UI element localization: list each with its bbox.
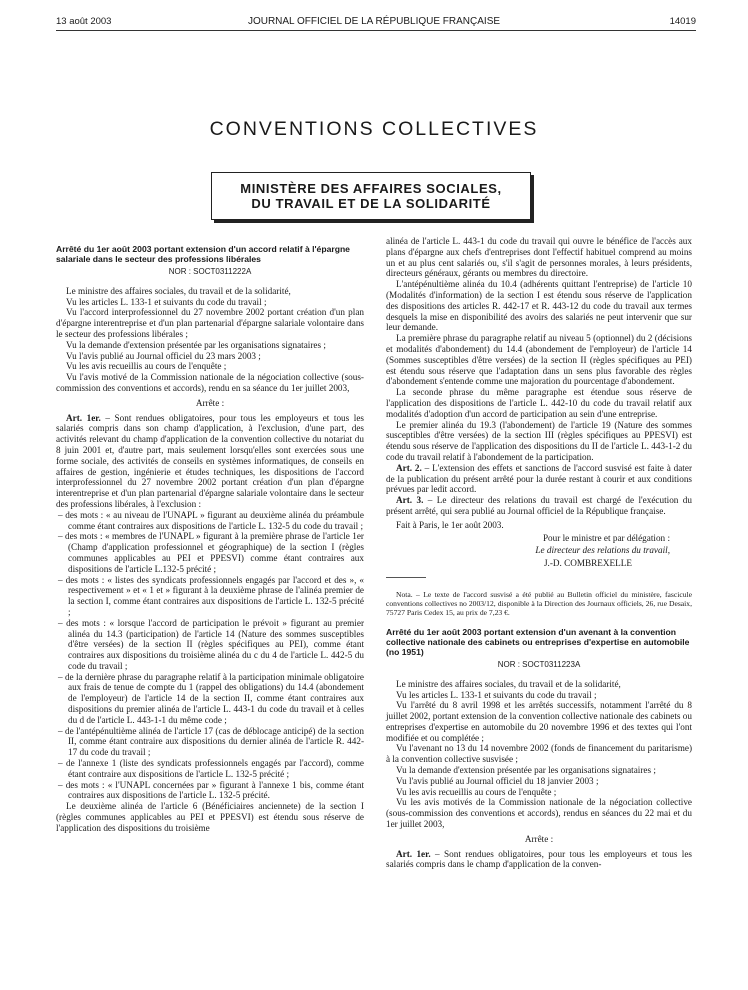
right-column xyxy=(386,236,692,870)
decree1-exclusions-list xyxy=(56,510,364,802)
decree1-art3-label: Art. 3. xyxy=(396,495,424,506)
decree2-nor: NOR : SOCT0311223A xyxy=(497,659,581,669)
decree1-intro-line: Vu la demande d'extension présentée par les organisations signataires ; xyxy=(66,339,326,350)
decree1-continuation: La seconde phrase du même paragraphe est étendue sous réserve de l'application des dispositions de l'article L. 442-10 du code du travail relatif aux modalités d'adoption d'un accord de participation au sein d'une entreprise. xyxy=(386,387,692,419)
decree2-intro-line: Vu l'arrêté du 8 avril 1998 et les arrêtés successifs, notamment l'arrêté du 8 juillet 2002, portant extension de la convention collective nationale des cabinets ou entreprises d'expertise en automobile du 20 novembre 1996 et des textes qui l'ont modifiée et ou complétée ; xyxy=(386,700,692,743)
exclusion-item: – des mots : « listes des syndicats professionnels engagés par l'accord et des », « respectivement » et « 1 et » figurant à la deuxième phrase de l'alinéa premier de la section I, comme étant contraires aux dispositions de l'article L. 132-5 précité ; xyxy=(58,574,364,617)
decree1-note: Nota. – Le texte de l'accord susvisé a été publié au Bulletin officiel du ministère, fascicule conventions collectives no 2003/12, disponible à la Direction des Journaux officiels, 26, rue Desaix, 75727 Paris Cedex 15, au prix de 7,23 €. xyxy=(386,589,692,617)
decree1-intro-line: Vu l'avis publié au Journal officiel du 23 mars 2003 ; xyxy=(66,350,261,361)
decree2-art1-text: – Sont rendues obligatoires, pour tous les employeurs et tous les salariés compris dans le champ d'application de la conven- xyxy=(386,848,692,870)
decree2-intro-line: Vu les articles L. 133-1 et suivants du code du travail ; xyxy=(396,689,597,700)
decree1-closing-left: Le deuxième alinéa de l'article 6 (Bénéficiaires anciennete) de la section I (règles communes applicables au PEI et PPESVI) est étendu sous réserve de l'application des dispositions du troisième xyxy=(56,801,364,833)
decree1-art3 xyxy=(386,495,692,517)
exclusion-item: – des mots : « lorsque l'accord de participation le prévoit » figurant au premier alinéa du 14.3 (participation) de l'article 14 (Nature des sommes susceptibles d'être versées) de la section II (règles spécifiques au PEI), comme étant contraires aux dispositions du troisième alinéa du c du 4 de l'article L. 442-5 du code du travail ; xyxy=(58,617,364,671)
exclusion-item: – des mots : « membres de l'UNAPL » figurant à la première phrase de l'article 1er (Champ d'application professionnel et géographique) de la section I (règles communes applicables au PEI et PPESVI) comme étant contraires aux dispositions de l'article L.132-5 précité ; xyxy=(58,531,364,574)
left-column xyxy=(56,244,364,834)
ministry-line-1: MINISTÈRE DES AFFAIRES SOCIALES, xyxy=(240,181,502,196)
decree1-intro-line: Vu les avis recueillis au cours de l'enquête ; xyxy=(66,361,227,372)
exclusion-item: – des mots : « au niveau de l'UNAPL » figurant au deuxième alinéa du préambule comme étant contraires aux dispositions de l'article L. 132-5 du code du travail ; xyxy=(58,509,364,531)
decree1-intro-line: Vu les articles L. 133-1 et suivants du code du travail ; xyxy=(66,296,267,307)
exclusion-item: – de l'annexe 1 (liste des syndicats professionnels engagés par l'accord), comme étant contraire aux dispositions de l'article L. 132-5 précité ; xyxy=(58,758,364,779)
decree2-arrete: Arrête : xyxy=(524,833,554,844)
decree1-nor: NOR : SOCT0311222A xyxy=(168,267,252,276)
decree1-continuation: alinéa de l'article L. 443-1 du code du travail qui ouvre le bénéfice de l'accès aux plans d'épargne aux chefs d'entreprises dont l'effectif habituel comprend au moins un et au plus cent salariés ou, s'il s'agit de personnes morales, à leurs présidents, directeurs généraux, gérants ou membres du directoire. xyxy=(386,236,692,279)
decree1-art2-text: – L'extension des effets et sanctions de l'accord susvisé est faite à dater de la publication du présent arrêté pour la durée restant à courir et aux conditions prévues par ledit accord. xyxy=(386,462,693,495)
decree1-continuation: La première phrase du paragraphe relatif au niveau 5 (optionnel) du 2 (décisions et modalités d'abondement) du 14.4 (abondement de l'employeur) de l'article 14 (Sommes susceptibles d'être versées) de la section II (règles spécifiques au PEI) est étendu sous réserve que l'adaptation dans un sens plus favorable des règles d'abondement s'entende comme une majoration du pourcentage d'abondement. xyxy=(386,333,692,387)
header-journal-title: JOURNAL OFFICIEL DE LA RÉPUBLIQUE FRANÇAISE xyxy=(247,16,501,27)
ministry-line-2: DU TRAVAIL ET DE LA SOLIDARITÉ xyxy=(251,196,491,211)
decree1-continuation: L'antépénultième alinéa du 10.4 (adhérents quittant l'entreprise) de l'article 10 (Modalités d'information) de la section I est étendu sous réserve de l'application des dispositions des articles R. 442-17 et R. 443-12 du code du travail aux termes desquels la mise en disponibilité des avoirs des salariés ne peut intervenir que sur leur demande. xyxy=(386,279,692,333)
ministry-box xyxy=(211,172,531,220)
decree1-arrete: Arrête : xyxy=(195,397,225,408)
decree2-title: Arrêté du 1er août 2003 portant extension d'un avenant à la convention collective nationale des cabinets ou entreprises d'expertise en automobile (no 1951) xyxy=(386,626,690,657)
decree1-fait: Fait à Paris, le 1er août 2003. xyxy=(396,519,504,530)
decree1-art2 xyxy=(386,463,692,495)
header-date: 13 août 2003 xyxy=(56,16,112,27)
decree2-intro-line: Vu l'avis publié au Journal officiel du 18 janvier 2003 ; xyxy=(396,775,599,786)
decree2-intro-line: Vu les avis recueillis au cours de l'enquête ; xyxy=(396,786,557,797)
exclusion-item: – de l'antépénultième alinéa de l'article 17 (cas de déblocage anticipé) de la section II, comme étant contraire aux dispositions du dernier alinéa de l'article R. 442-17 du code du travail ; xyxy=(58,725,364,758)
decree2-art1-label: Art. 1er. xyxy=(396,848,431,859)
decree2-intro-line: Le ministre des affaires sociales, du travail et de la solidarité, xyxy=(396,678,621,689)
header-page-number: 14019 xyxy=(669,16,696,27)
decree1-intro-line: Vu l'avis motivé de la Commission nationale de la négociation collective (sous-commission des conventions et accords), rendu en sa séance du 1er juillet 2003, xyxy=(56,372,364,393)
decree2-intro-line: Vu les avis motivés de la Commission nationale de la négociation collective (sous-commission des conventions et accords), rendus en séances du 22 mai et du 1er juillet 2003, xyxy=(386,797,692,830)
decree2-art1 xyxy=(386,849,692,871)
decree2-intro-line: Vu la demande d'extension présentée par les organisations signataires ; xyxy=(396,765,656,776)
decree1-intro-line: Vu l'accord interprofessionnel du 27 novembre 2002 portant création d'un plan d'épargne interentreprise et d'un plan partenarial d'épargne salariale volontaire dans le secteur des professions libérales ; xyxy=(56,307,364,339)
exclusion-item: – de la dernière phrase du paragraphe relatif à la participation minimale obligatoire aux frais de tenue de compte du 1 (rappel des obligations) du 14.4 (abondement de l'employeur) de l'article 14 de la section II, comme étant contraires aux dispositions du premier alinéa de l'article L. 443-1 du code du travail et à celles du d de l'article L. 443-1-1 du même code ; xyxy=(58,671,364,725)
decree1-art1-label: Art. 1er. xyxy=(66,412,101,423)
decree1-title: Arrêté du 1er août 2003 portant extension d'un accord relatif à l'épargne salariale dans le secteur des professions libérales xyxy=(56,244,350,264)
decree2-intro-line: Vu l'avenant no 13 du 14 novembre 2002 (fonds de financement du paritarisme) à la convention collective susvisée ; xyxy=(386,743,692,765)
decree1-art2-label: Art. 2. xyxy=(396,462,422,473)
decree1-art1-text: – Sont rendues obligatoires, pour tous les employeurs et tous les salariés compris dans son champ d'application, à l'exclusion, d'une part, des activités relevant du champ d'application de la convention collective du notariat du 8 juin 2001 et, d'autre part, mais seulement lorsqu'elles sont exercées sous une forme sociale, des activités de conseils en systèmes informatiques, de conseils en affaires de gestion, ingénierie et études techniques, les dispositions de l'accord interprofessionnel du 27 novembre 2002 portant création d'un plan d'épargne interentreprise et d'un plan partenarial d'épargne salariale volontaire dans le secteur des professions libérales, à l'exclusion : xyxy=(56,412,364,509)
decree1-continuation: Le premier alinéa du 19.3 (l'abondement) de l'article 19 (Nature des sommes susceptibles d'être versées) de la section III (règles spécifiques au PPESVI) est étendu sous réserve de l'application des dispositions du II de l'article L. 443-1-2 du code du travail relatif à l'abondement de la participation. xyxy=(386,419,692,462)
note-separator xyxy=(386,577,426,578)
decree1-art3-text: – Le directeur des relations du travail est chargé de l'exécution du présent arrêté, qui sera publié au Journal officiel de la République française. xyxy=(386,495,692,516)
section-title: CONVENTIONS COLLECTIVES xyxy=(209,118,539,140)
decree1-signature-2: Le directeur des relations du travail, xyxy=(535,545,670,556)
decree1-signature-1: Pour le ministre et par délégation : xyxy=(542,532,670,543)
decree1-art1 xyxy=(56,413,364,510)
decree1-intro-line: Le ministre des affaires sociales, du travail et de la solidarité, xyxy=(66,285,291,296)
header-rule xyxy=(56,30,696,31)
decree1-signature-name: J.-D. COMBREXELLE xyxy=(543,558,632,569)
exclusion-item: – des mots : « l'UNAPL concernées par » figurant à l'annexe 1 bis, comme étant contraires aux dispositions de l'article L. 132-5 précité. xyxy=(58,779,364,801)
